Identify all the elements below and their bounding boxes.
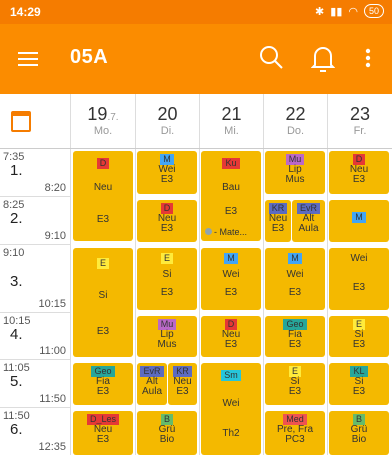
room-label: E3 xyxy=(352,339,366,350)
teacher-label: Wei xyxy=(222,269,240,280)
subject-tag: B xyxy=(353,414,365,425)
search-icon[interactable] xyxy=(258,44,284,72)
lesson-wed-3[interactable] xyxy=(201,248,261,310)
day-header-bar xyxy=(0,94,392,149)
teacher-label: Grü xyxy=(158,424,176,435)
status-time: 14:29 xyxy=(10,5,41,19)
room-label: E3 xyxy=(160,174,174,185)
period-4: 10:15 4. 11:00 xyxy=(0,313,70,360)
column-divider xyxy=(327,149,328,455)
teacher-label: Fia xyxy=(288,329,302,340)
column-divider xyxy=(263,149,264,455)
room-label: Mus xyxy=(157,339,177,350)
column-divider xyxy=(135,149,136,455)
subject-tag: Geo xyxy=(283,319,306,330)
lesson-tue-5a[interactable] xyxy=(137,363,167,405)
column-divider xyxy=(199,149,200,455)
teacher-label: Pre, Fra xyxy=(276,424,314,435)
subject-tag: M xyxy=(352,212,366,223)
subject-tag: EvR xyxy=(140,366,163,377)
room-label: E3 xyxy=(176,386,189,397)
room-label: E3 xyxy=(352,386,366,397)
room-label: E3 xyxy=(224,339,238,350)
subject-tag: Sm xyxy=(221,370,241,381)
lesson-mon-6[interactable] xyxy=(73,411,133,455)
lesson-fri-2[interactable] xyxy=(329,200,389,242)
status-icons xyxy=(315,4,384,18)
lesson-mon-1-2[interactable] xyxy=(73,151,133,241)
day-header-wed[interactable]: 21 Mi. xyxy=(199,94,263,148)
subject-tag: Mu xyxy=(286,154,305,165)
room-label: Mus xyxy=(285,174,305,185)
more-vert-icon[interactable] xyxy=(364,44,372,72)
subject-tag: D xyxy=(97,158,110,169)
room-label: Bio xyxy=(159,434,175,445)
lesson-thu-4[interactable] xyxy=(265,316,325,357)
lesson-thu-2b[interactable] xyxy=(292,200,325,242)
room-label: E3 xyxy=(271,223,285,234)
app-bar xyxy=(0,24,392,94)
teacher-label: Wei xyxy=(286,269,304,280)
lesson-wed-4[interactable] xyxy=(201,316,261,357)
lesson-fri-1[interactable] xyxy=(329,151,389,194)
bluetooth-icon: ✱ xyxy=(315,5,325,18)
teacher-label: Alt xyxy=(146,376,158,387)
subject-tag: Ku xyxy=(222,158,239,169)
lesson-thu-1[interactable] xyxy=(265,151,325,194)
info-icon xyxy=(205,228,212,235)
lesson-tue-1[interactable] xyxy=(137,151,197,194)
subject-tag: M xyxy=(160,154,174,165)
subject-tag: E xyxy=(289,366,301,377)
subject-tag: E xyxy=(97,258,109,269)
teacher-label: Neu xyxy=(157,213,177,224)
teacher-label: Si xyxy=(162,269,172,280)
subject-tag: KL xyxy=(350,366,367,377)
status-bar xyxy=(0,0,392,24)
lesson-fri-5[interactable] xyxy=(329,363,389,405)
lesson-tue-6[interactable] xyxy=(137,411,197,455)
column-divider xyxy=(70,149,71,455)
room-label: E3 xyxy=(160,223,174,234)
subject-tag: EvR xyxy=(297,203,320,214)
teacher-label: Wei xyxy=(158,164,176,175)
room-label: E3 xyxy=(288,287,302,298)
lesson-tue-2[interactable] xyxy=(137,200,197,242)
teacher-label: Neu xyxy=(268,213,288,224)
room-label: Bio xyxy=(351,434,367,445)
room-label: E3 xyxy=(288,339,302,350)
room-label: E3 xyxy=(224,206,238,217)
subject-tag: D xyxy=(353,154,366,165)
day-header-mon[interactable]: 19.7. Mo. xyxy=(70,94,135,148)
room-label: E3 xyxy=(288,386,302,397)
subject-tag: M xyxy=(224,253,238,264)
teacher-label: Neu xyxy=(221,329,241,340)
lesson-thu-5[interactable] xyxy=(265,363,325,405)
lesson-thu-2a[interactable] xyxy=(265,200,291,242)
teacher-label: Bau xyxy=(222,182,240,193)
subject-tag: E xyxy=(161,253,173,264)
period-5: 11:05 5. 11:50 xyxy=(0,360,70,408)
teacher-label: Wei xyxy=(222,398,240,409)
subject-tag: D xyxy=(161,203,174,214)
lesson-fri-6[interactable] xyxy=(329,411,389,455)
lesson-wed-5-6[interactable] xyxy=(201,363,261,455)
subject-tag: Mu xyxy=(158,319,177,330)
subject-tag: M xyxy=(288,253,302,264)
room-label: Aula xyxy=(298,223,319,234)
teacher-label: Wei xyxy=(350,253,368,264)
lesson-tue-3[interactable] xyxy=(137,248,197,310)
subject-tag: Med xyxy=(283,414,307,425)
lesson-tue-5b[interactable] xyxy=(168,363,197,405)
room-label: E3 xyxy=(96,214,110,225)
lesson-wed-1-2[interactable] xyxy=(201,151,261,241)
room-label: Th2 xyxy=(222,428,240,439)
period-6: 11:50 6. 12:35 xyxy=(3,410,66,453)
lesson-fri-3[interactable] xyxy=(329,248,389,310)
period-2: 8:25 2. 9:10 xyxy=(0,197,70,245)
lesson-mon-5[interactable] xyxy=(73,363,133,405)
period-1: 7:35 1. 8:20 xyxy=(0,149,70,197)
room-label: E3 xyxy=(160,287,174,298)
lesson-fri-4[interactable] xyxy=(329,316,389,357)
subject-tag: KR xyxy=(269,203,288,214)
teacher-label: Si xyxy=(290,376,300,387)
subject-tag: D xyxy=(225,319,238,330)
teacher-label: Neu xyxy=(349,164,369,175)
room-label: E3 xyxy=(96,326,110,337)
lesson-thu-3[interactable] xyxy=(265,248,325,310)
room-label: E3 xyxy=(96,386,110,397)
room-label: E3 xyxy=(352,174,366,185)
room-label: E3 xyxy=(224,287,238,298)
bell-icon[interactable] xyxy=(311,44,335,74)
teacher-label: Neu xyxy=(93,182,113,193)
day-header-fri[interactable]: 23 Fr. xyxy=(327,94,392,148)
subject-tag: Geo xyxy=(91,366,114,377)
teacher-label: Neu xyxy=(173,376,192,387)
class-title[interactable]: 05A xyxy=(70,46,109,68)
teacher-label: Si xyxy=(98,290,108,301)
subject-tag: B xyxy=(161,414,173,425)
lesson-tue-4[interactable] xyxy=(137,316,197,357)
day-header-thu[interactable]: 22 Do. xyxy=(263,94,327,148)
teacher-label: Neu xyxy=(93,424,113,435)
room-label: E3 xyxy=(352,282,366,293)
subject-tag: E xyxy=(353,319,365,330)
teacher-label: Lip xyxy=(160,329,174,340)
day-header-tue[interactable]: 20 Di. xyxy=(135,94,199,148)
signal-icon: ▮▮ xyxy=(330,5,343,18)
lesson-thu-6[interactable] xyxy=(265,411,325,455)
room-label: PC3 xyxy=(285,434,305,445)
teacher-label: Grü xyxy=(350,424,368,435)
note-label: - Mate... xyxy=(201,227,261,237)
room-label: E3 xyxy=(96,434,110,445)
teacher-label: Alt xyxy=(302,213,315,224)
period-3: 9:10 3. 10:15 xyxy=(0,245,70,313)
teacher-label: Fia xyxy=(96,376,110,387)
teacher-label: Si xyxy=(354,376,364,387)
menu-icon[interactable] xyxy=(18,52,38,66)
subject-tag: D_Les xyxy=(87,414,119,425)
lesson-mon-3-4[interactable] xyxy=(73,248,133,357)
calendar-icon[interactable] xyxy=(11,111,31,132)
teacher-label: Si xyxy=(354,329,364,340)
teacher-label: Lip xyxy=(288,164,302,175)
timetable-grid xyxy=(0,149,392,455)
subject-tag: KR xyxy=(173,366,192,377)
wifi-icon: ◠ xyxy=(348,5,358,18)
battery-icon: 50 xyxy=(364,4,384,18)
room-label: Aula xyxy=(141,386,162,397)
